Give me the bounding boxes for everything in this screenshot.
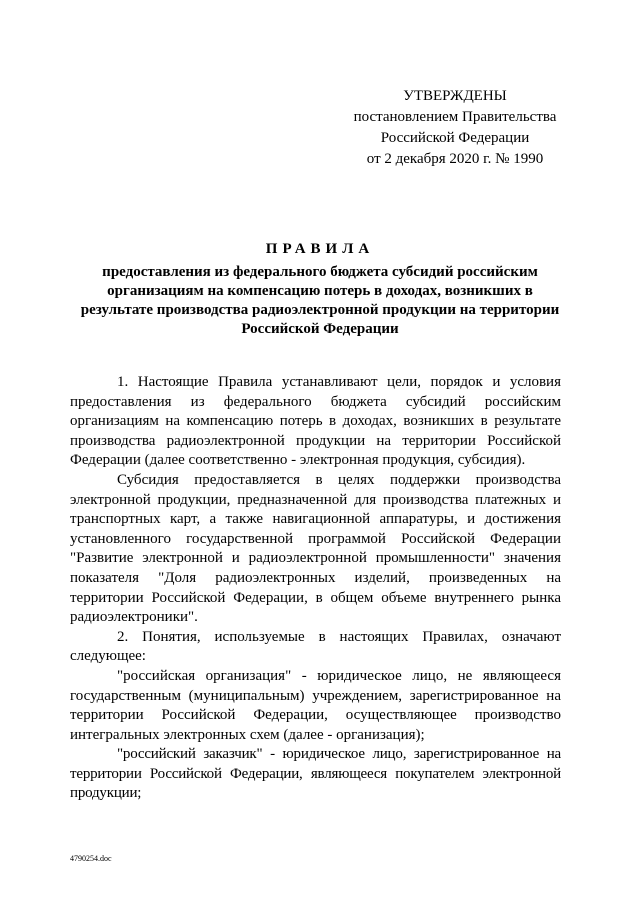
paragraph-5: "российский заказчик" - юридическое лицо, зарегистрированное на территории Российской Федерации, являющееся покупателем электронной продукции; [70, 746, 561, 802]
document-title: ПРАВИЛА [265, 241, 375, 257]
approval-block [340, 86, 570, 170]
document-subtitle: предоставления из федерального бюджета субсидий российским организациям на компенсацию потерь в доходах, возникших в результате производства радиоэлектронной продукции на территории Российской Федерации [80, 264, 560, 337]
approval-government: Российской Федерации [380, 130, 530, 146]
paragraph-4: "российская организация" - юридическое лицо, не являющееся государственным (муниципальным) учреждением, зарегистрированное на территории Российской Федерации, осуществляющее производство интегральных электронных схем (далее - организация); [70, 667, 561, 743]
approval-heading: УТВЕРЖДЕНЫ [403, 88, 507, 104]
document-body [70, 373, 561, 804]
paragraph-3: 2. Понятия, используемые в настоящих Правилах, означают следующее: [70, 628, 561, 665]
document-file-code: 4790254.doc [70, 854, 112, 863]
paragraph-2: Субсидия предоставляется в целях поддержки производства электронной продукции, предназначенной для производства платежных и транспортных карт, а также навигационной аппаратуры, и достижения установленного государственной программой Российской Федерации "Развитие электронной и радиоэлектронной промышленности" значения показателя "Доля радиоэлектронных изделий, произведенных на территории Российской Федерации, в общем объеме внутреннего рынка радиоэлектроники". [70, 471, 561, 626]
approval-date-number: от 2 декабря 2020 г. № 1990 [366, 151, 544, 167]
paragraph-1: 1. Настоящие Правила устанавливают цели, порядок и условия предоставления из федерального бюджета субсидий российским организациям на компенсацию потерь в доходах, возникших в результате производства радиоэлектронной продукции на территории Российской Федерации (далее соответственно - электронная продукция, субсидия). [70, 374, 561, 469]
approval-issuer: постановлением Правительства [353, 109, 557, 125]
